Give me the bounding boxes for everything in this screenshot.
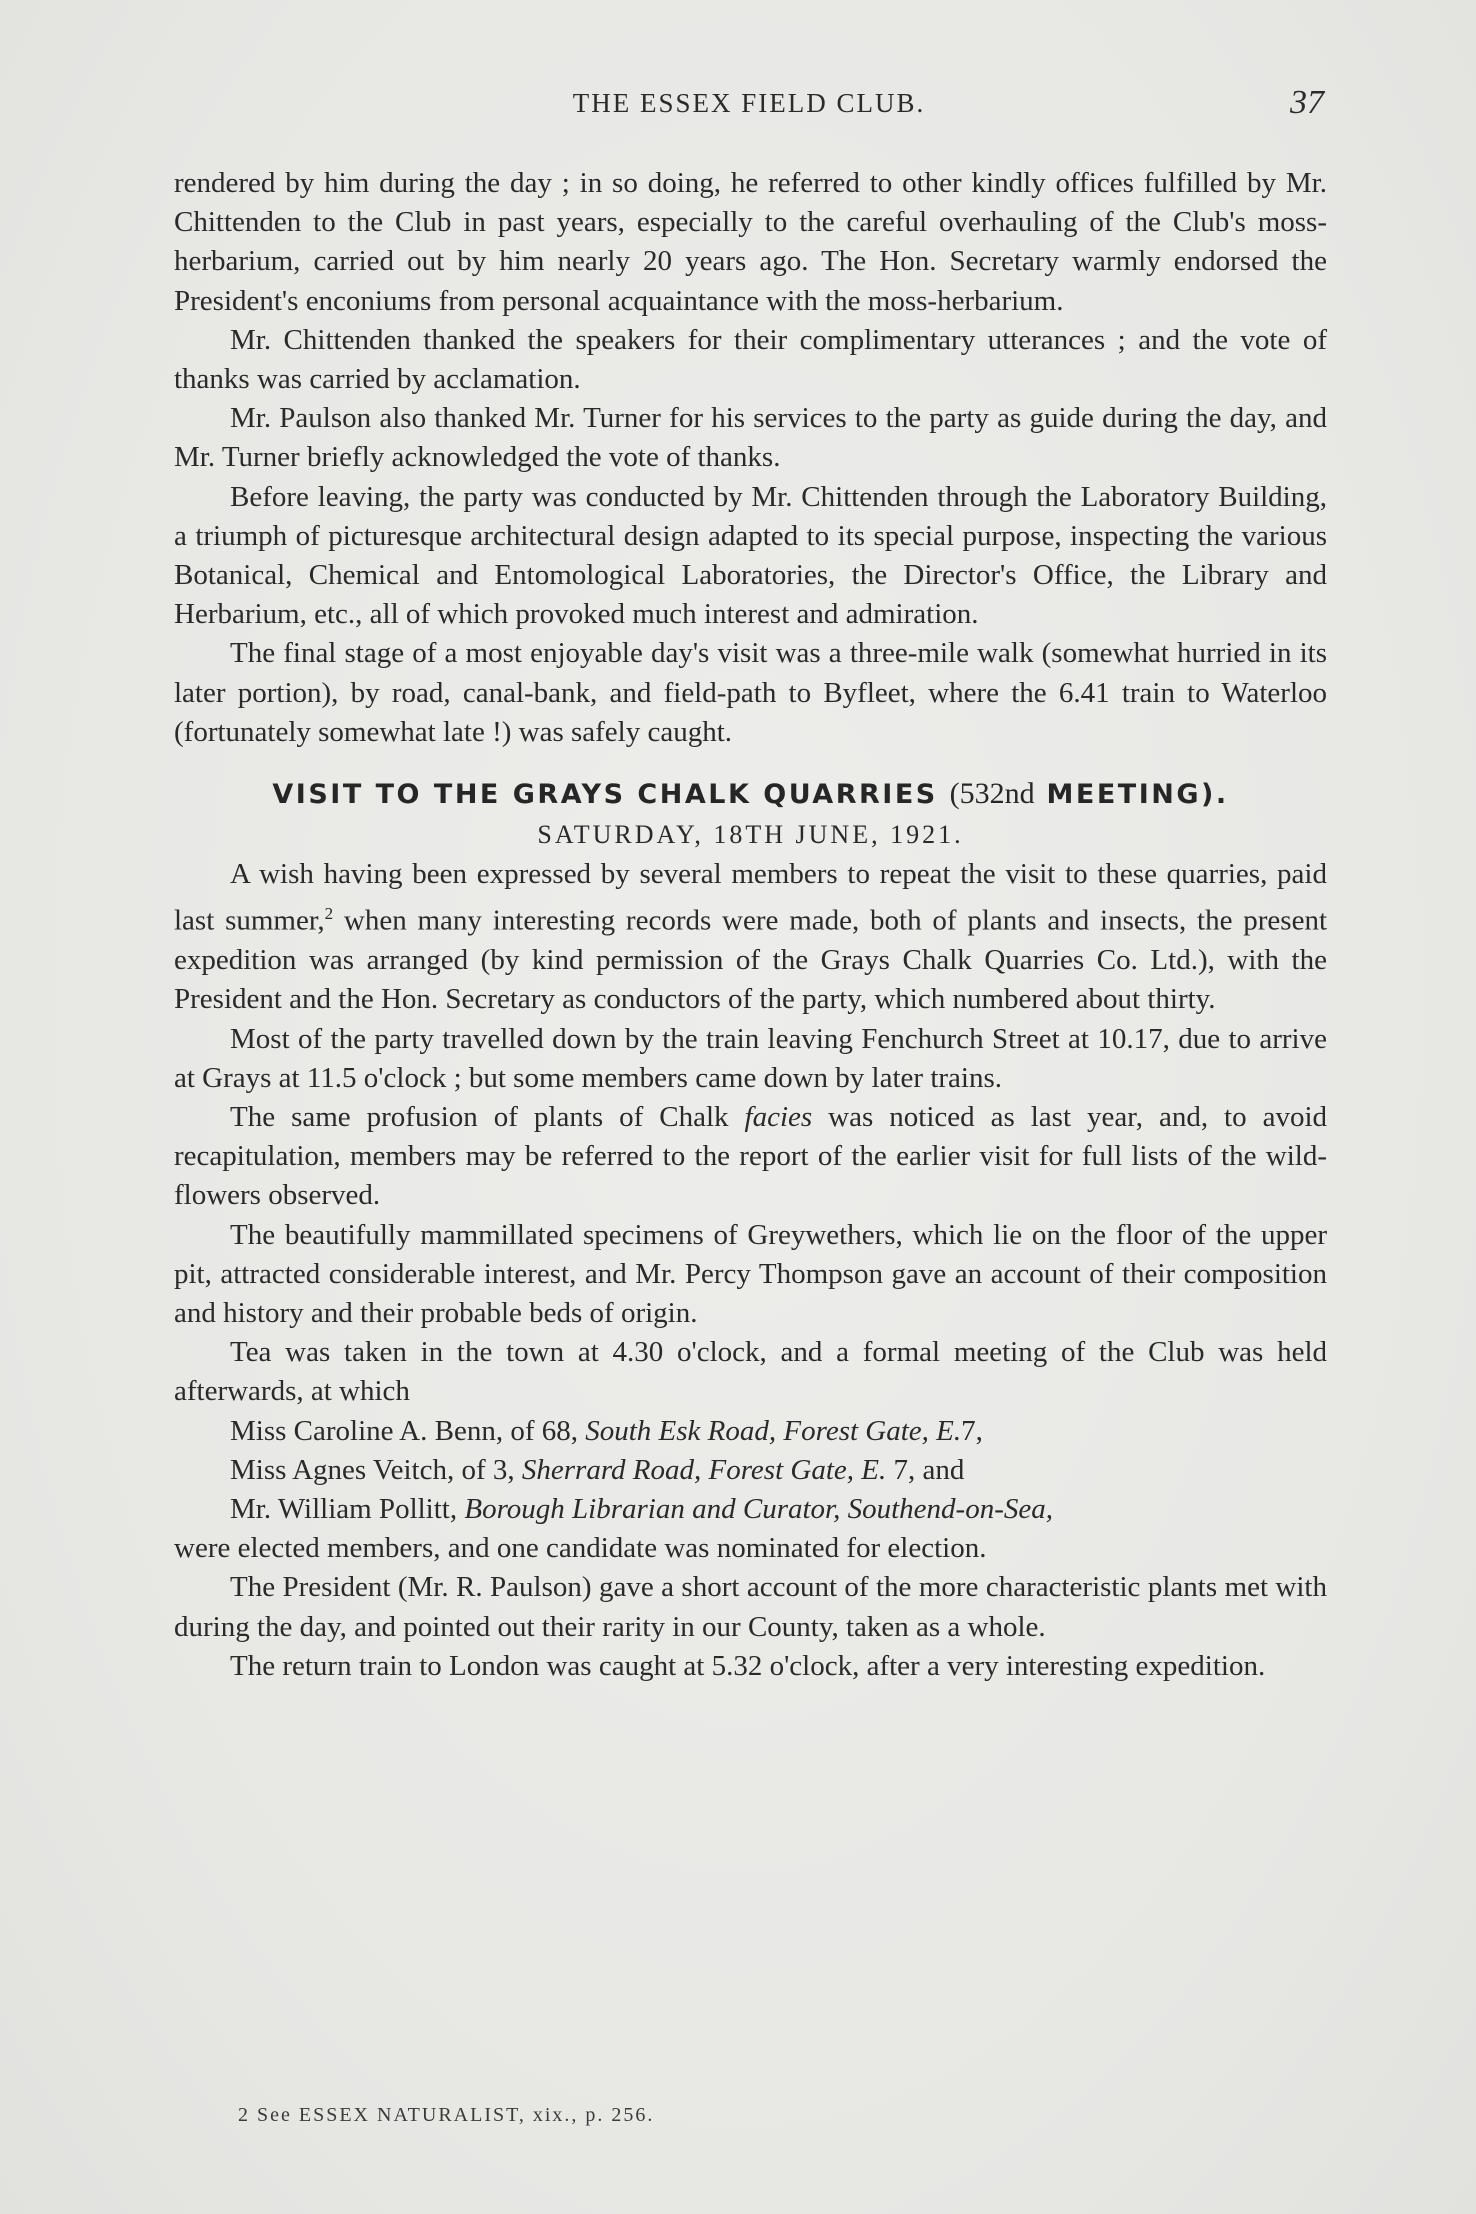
member-entry: [174, 1451, 1327, 1490]
new-members-list: [174, 1412, 1327, 1530]
paragraph: [174, 855, 1327, 1019]
paragraph: were elected members, and one candidate was nominated for election.: [174, 1532, 987, 1565]
page-number: 37: [1290, 84, 1324, 121]
member-name: Miss Caroline A. Benn, of 68,: [230, 1414, 586, 1447]
member-name: Mr. William Pollitt,: [230, 1492, 465, 1525]
section-heading-meeting-number: (532nd: [949, 777, 1035, 811]
paragraph: rendered by him during the day ; in so doing, he referred to other kindly offices fulfilled by Mr. Chittenden to the Club in past years, especially to the careful overhauling of the Club's moss-herbarium, carried out by him nearly 20 years ago. The Hon. Secretary warmly endorsed the President's enconiums from personal acquaintance with the moss-herbarium.: [174, 167, 1327, 317]
footnote: 2 See ESSEX NATURALIST, xix., p. 256.: [238, 2104, 655, 2126]
page-body: [174, 164, 1327, 1686]
paragraph-text: The same profusion of plants of Chalk: [230, 1100, 745, 1133]
footnote-reference: 2: [324, 904, 334, 924]
paragraph-text: when many interesting records were made, both of plants and insects, the present expedition was arranged (by kind permission of the Grays Chalk Quarries Co. Ltd.), with the President and the Hon. Secretary as conductors of the party, which numbered about thirty.: [174, 904, 1327, 1016]
member-title: Borough Librarian and Curator, Southend-on-Sea,: [464, 1492, 1053, 1525]
member-name: Miss Agnes Veitch, of 3,: [230, 1453, 522, 1486]
paragraph: The final stage of a most enjoyable day's visit was a three-mile walk (somewhat hurried in its later portion), by road, canal-bank, and field-path to Byfleet, where the 6.41 train to Waterloo (fortunately somewhat late !) was safely caught.: [174, 637, 1327, 748]
paragraph: Mr. Chittenden thanked the speakers for their complimentary utterances ; and the vote of thanks was carried by acclamation.: [174, 323, 1327, 396]
member-entry: [174, 1490, 1327, 1529]
paragraph-text: A wish having been expressed by several members to repeat the visit to these quarries, paid last summer,: [174, 858, 1327, 937]
paragraph: [174, 1098, 1327, 1216]
section-heading-tail: MEETING).: [1034, 779, 1229, 811]
paragraph: The return train to London was caught at 5.32 o'clock, after a very interesting expedition.: [230, 1649, 1266, 1682]
paragraph-text: was noticed as last year, and, to avoid recapitulation, members may be referred to the report of the earlier visit for full lists of the wild-flowers observed.: [174, 1100, 1328, 1212]
section-heading: [174, 774, 1327, 815]
member-address-tail: 7, and: [886, 1453, 965, 1486]
member-address-tail: 7,: [961, 1414, 983, 1447]
member-address: Sherrard Road, Forest Gate, E.: [521, 1453, 887, 1486]
italic-term: facies: [744, 1100, 813, 1133]
paragraph: Before leaving, the party was conducted by Mr. Chittenden through the Laboratory Building, a triumph of picturesque architectural design adapted to its special purpose, inspecting the various Botanical, Chemical and Entomological Laboratories, the Director's Office, the Library and Herbarium, etc., all of which provoked much interest and admiration.: [174, 480, 1327, 631]
meeting-date: SATURDAY, 18TH JUNE, 1921.: [537, 820, 964, 850]
page-header: [174, 84, 1324, 138]
running-head: THE ESSEX FIELD CLUB.: [572, 88, 926, 118]
paragraph: Tea was taken in the town at 4.30 o'clock, and a formal meeting of the Club was held afterwards, at which: [174, 1336, 1327, 1408]
paragraph: Mr. Paulson also thanked Mr. Turner for his services to the party as guide during the day, and Mr. Turner briefly acknowledged the vote of thanks.: [174, 402, 1327, 474]
paragraph: Most of the party travelled down by the train leaving Fenchurch Street at 10.17, due to arrive at Grays at 11.5 o'clock ; but some members came down by later trains.: [174, 1022, 1327, 1094]
paragraph: The President (Mr. R. Paulson) gave a short account of the more characteristic plants met with during the day, and pointed out their rarity in our County, taken as a whole.: [174, 1571, 1327, 1643]
paragraph: The beautifully mammillated specimens of Greywethers, which lie on the floor of the upper pit, attracted considerable interest, and Mr. Percy Thompson gave an account of their composition and history and their probable beds of origin.: [174, 1218, 1327, 1329]
member-entry: [174, 1412, 1327, 1451]
member-address: South Esk Road, Forest Gate, E.: [585, 1414, 962, 1447]
section-heading-title: VISIT TO THE GRAYS CHALK QUARRIES: [272, 779, 950, 811]
